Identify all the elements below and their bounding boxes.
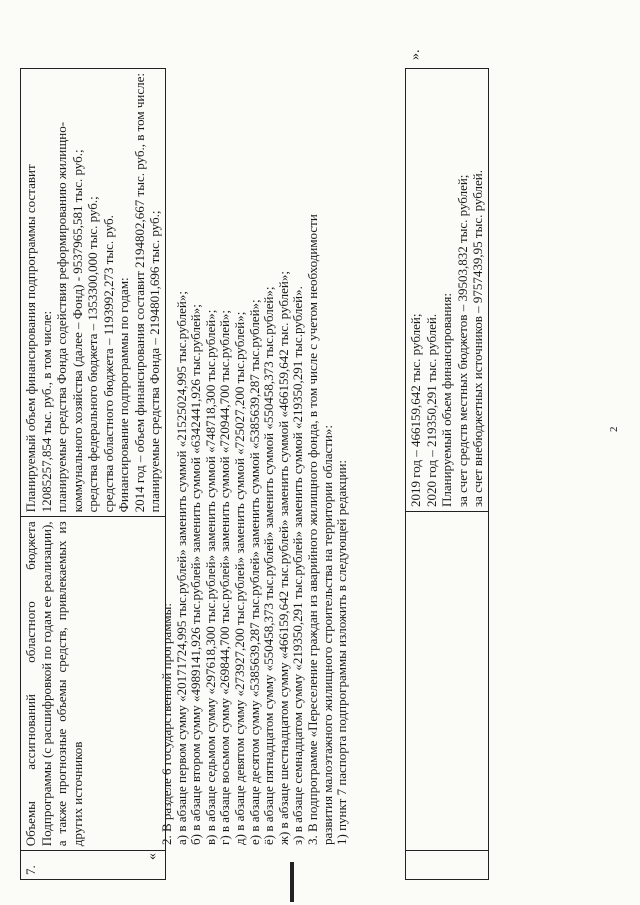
top-table-label-cell (406, 512, 489, 851)
text-line: з) в абзаце семнадцатом сумму «219350,291 тыс.рублей» заменить суммой «219350,291 тыс.рублей». (290, 286, 306, 845)
top-table-line: Планируемый объем финансирования: (439, 293, 454, 507)
rotated-content (20, 10, 620, 900)
content-line: Планируемый объем финансирования подпрограммы составит (23, 164, 38, 513)
top-table-line: за счет внебюджетных источников – 9757439,95 тыс. рублей. (470, 170, 485, 507)
content-line: 12085257,854 тыс. руб., в том числе: (38, 310, 54, 513)
content-line: планируемые средства Фонда содействия реформированию жилищно- (54, 121, 69, 513)
opening-quote: « (145, 853, 160, 860)
content-line: коммунального хозяйства (далее – Фонд) - 9537965,581 тыс. руб.; (69, 149, 85, 513)
content-line: средства федерального бюджета – 1353300,000 тыс. руб.; (85, 196, 100, 513)
closing-quote: ». (408, 49, 423, 60)
text-line: 1) пункт 7 паспорта подпрограммы изложить в следующей редакции: (334, 459, 350, 845)
top-table (405, 68, 489, 880)
text-line: ж) в абзаце шестнадцатом сумму «466159,642 тыс.рублей» заменить суммой «466159,642 тыс. рублей»; (275, 271, 291, 845)
text-line: в) в абзаце седьмом сумму «297618,300 тыс.рублей» заменить суммой «748718,300 тыс.рублей»; (202, 309, 218, 845)
row-label: Объемы ассигнований областного бюджета Подпрограммы (с расшифровкой по годам ее реализации), а также прогнозные объемы средств, привлекаемых из других источников (21, 517, 166, 851)
row-number: 7. (21, 851, 166, 880)
row-content (21, 69, 166, 517)
text-line: д) в абзаце девятом сумму «273927,200 тыс.рублей» заменить суммой «725027,200 тыс.рублей»; (231, 311, 247, 845)
text-line: ё) в абзаце пятнадцатом сумму «550458,373 тыс.рублей» заменить суммой «550458,373 тыс.рублей»; (261, 286, 277, 845)
amendment-text (160, 25, 350, 845)
text-line: б) в абзаце втором сумму «4989141,926 тыс.рублей» заменить суммой «6342441,926 тыс.рублей»; (188, 304, 204, 845)
content-line: планируемые средства Фонда – 2194801,696 тыс. руб.; (147, 210, 162, 513)
top-table-number-cell (406, 851, 489, 880)
page-number: 2 (608, 426, 620, 432)
top-table-line: 2019 год – 466159,642 тыс. рублей; (408, 313, 423, 507)
text-line: 3. В подпрограмме «Переселение граждан из аварийного жилищного фонда, в том числе с учетом необходимости (304, 214, 320, 845)
top-table-line: за счет средств местных бюджетов – 39503,832 тыс. рублей; (454, 174, 470, 507)
bottom-table (20, 68, 166, 880)
content-line: средства областного бюджета – 1193992,273 тыс. руб. (100, 215, 116, 513)
top-table-content-cell (406, 69, 489, 512)
content-line: Финансирование подпрограммы по годам: (116, 277, 131, 513)
top-table-line: 2020 год – 219350,291 тыс. рублей. (423, 313, 439, 507)
text-line: развития малоэтажного жилищного строительства на территории области»: (319, 424, 335, 845)
text-line: а) в абзаце первом сумму «20171724,995 тыс.рублей» заменить суммой «21525024,995 тыс.рублей»; (173, 291, 189, 845)
text-line: г) в абзаце восьмом сумму «269844,700 тыс.рублей» заменить суммой «720944,700 тыс.рублей»; (217, 309, 233, 845)
text-line: е) в абзаце десятом сумму «5385639,287 тыс.рублей» заменить суммой «5385639,287 тыс.рублей»; (246, 299, 262, 845)
text-line: 2. В разделе 6 государственной программы: (159, 603, 174, 845)
content-line: 2014 год – объем финансирования составит 2194802,667 тыс. руб., в том числе: (131, 73, 147, 513)
